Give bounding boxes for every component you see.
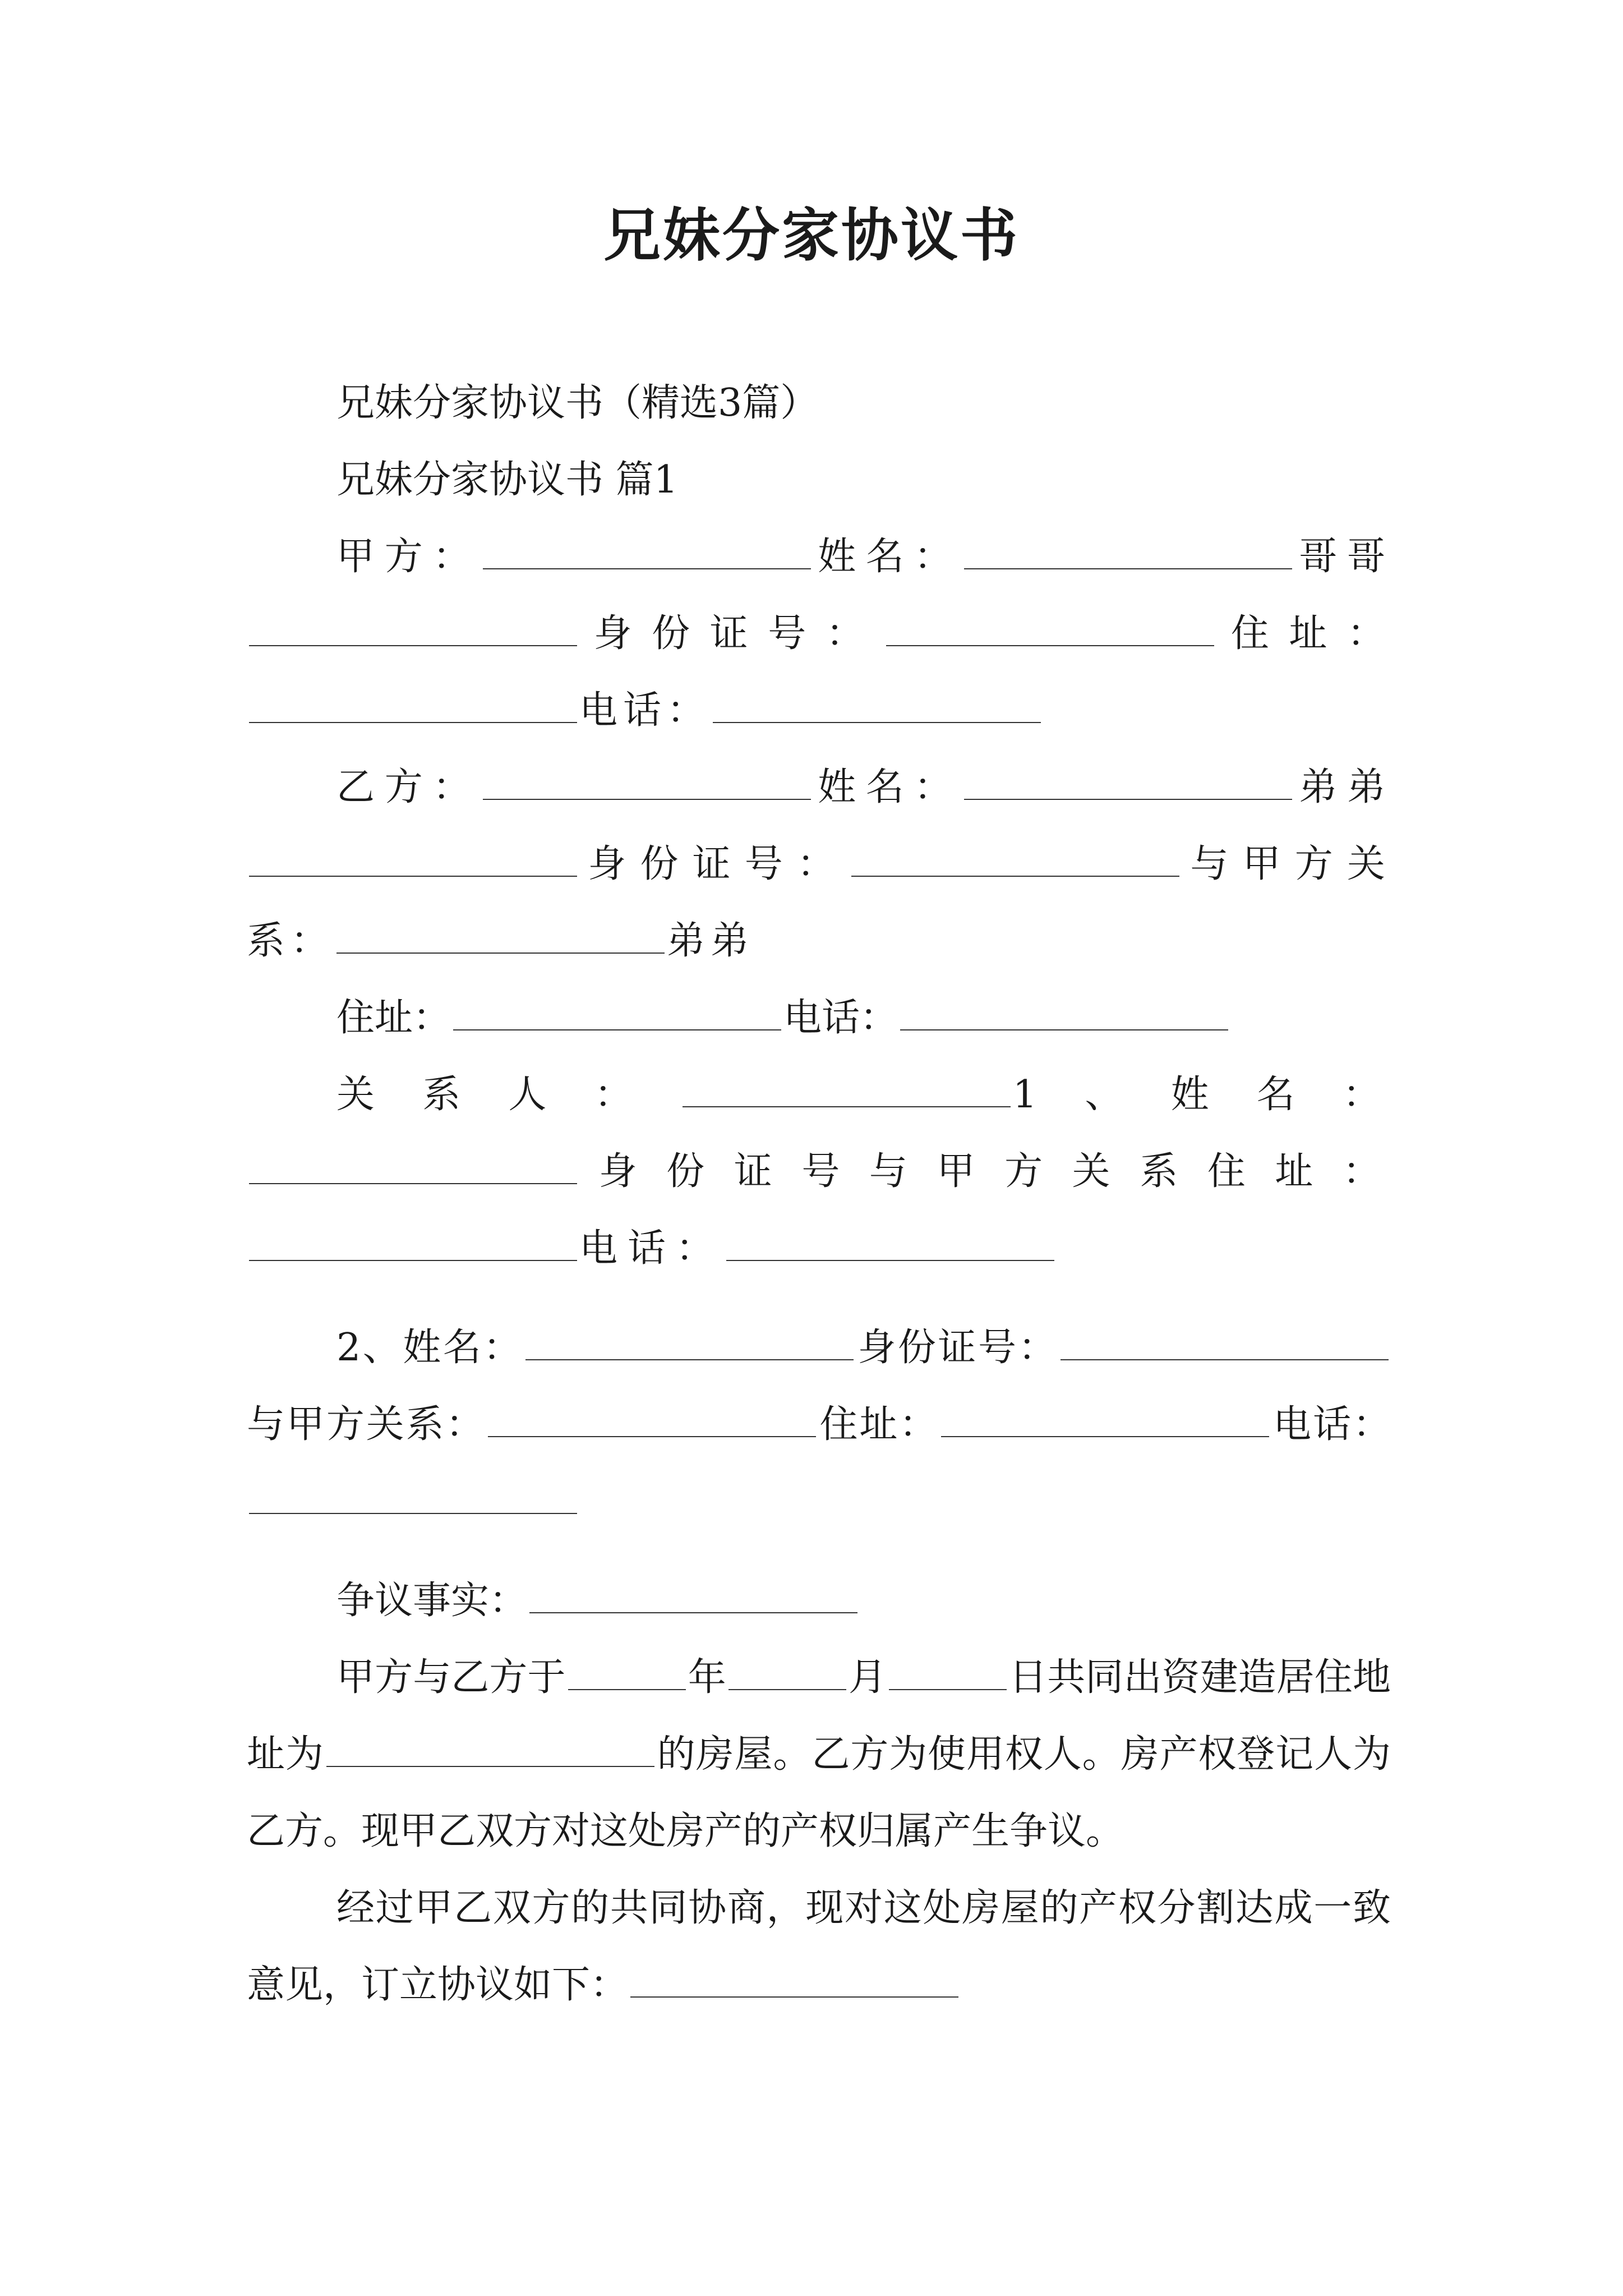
- related-p2-address-label: 住址：: [818, 1402, 939, 1447]
- related-p2-phone-blank: [249, 1512, 577, 1514]
- party-a-blank: [483, 568, 811, 569]
- party-a-block: [247, 518, 1391, 749]
- related-p2-relation-label: 与甲方关系：: [247, 1402, 486, 1447]
- party-b-phone-label: 电话：: [783, 996, 898, 1040]
- fact-part1: 甲方与乙方于: [336, 1655, 566, 1700]
- dispute-label: 争议事实：: [336, 1579, 528, 1623]
- agreement-text: 经过甲乙双方的共同协商，现对这处房屋的产权分割达成一致意见，订立协议如下：: [247, 1886, 1391, 2007]
- related-p1-address-blank: [249, 1259, 577, 1261]
- fact-day-blank: [889, 1688, 1007, 1690]
- related-p2-id-label: 身份证号：: [855, 1326, 1058, 1370]
- party-b-contact-line: [247, 979, 1391, 1056]
- fact-paragraph: [247, 1639, 1391, 1870]
- party-b-address-blank: [453, 1029, 781, 1030]
- related-p2-address-blank: [941, 1435, 1269, 1437]
- fact-year-blank: [568, 1688, 686, 1690]
- party-a-name-label: 姓名：: [813, 535, 962, 579]
- party-b-phone-blank: [900, 1029, 1228, 1030]
- fact-month: 月: [848, 1655, 887, 1700]
- party-b-label: 乙方：: [336, 765, 481, 809]
- document-body: [247, 365, 1391, 2023]
- related-p1-phone-label: 电话：: [579, 1226, 725, 1271]
- party-a-phone-blank: [713, 721, 1041, 723]
- related-person-2-block: [247, 1309, 1391, 1540]
- party-b-block: [247, 749, 1391, 979]
- party-b-id-blank: [851, 875, 1179, 877]
- agreement-paragraph: [247, 1870, 1391, 2023]
- fact-month-blank: [728, 1688, 846, 1690]
- related-p2-id-blank: [1061, 1359, 1389, 1360]
- related-p2-relation-blank: [488, 1435, 816, 1437]
- party-b-relation-value-2: 弟弟: [667, 919, 755, 963]
- party-a-address-blank: [249, 721, 577, 723]
- party-a-name-blank: [964, 568, 1292, 569]
- related-p1-name-blank: [249, 1182, 577, 1184]
- fact-year: 年: [688, 1655, 726, 1700]
- party-a-address-label: 住址：: [1216, 611, 1391, 656]
- spacer: [247, 1540, 1391, 1562]
- party-b-relation-label: 与甲方关系：: [247, 842, 1391, 963]
- related-p2-name-label: 2、姓名：: [336, 1326, 523, 1370]
- spacer: [247, 1287, 1391, 1309]
- related-person-1-block: [247, 1056, 1391, 1287]
- party-a-relation-blank: [249, 645, 577, 646]
- party-b-address-label: 住址：: [336, 996, 451, 1040]
- fact-address-blank: [326, 1765, 654, 1767]
- party-a-phone-label: 电话：: [579, 688, 711, 733]
- party-b-relation-blank: [249, 875, 577, 877]
- party-b-name-blank: [964, 798, 1292, 800]
- party-a-id-label: 身份证号：: [579, 611, 884, 656]
- party-b-name-label: 姓名：: [813, 765, 962, 809]
- party-a-label: 甲方：: [336, 535, 481, 579]
- related-p1-phone-blank: [726, 1259, 1054, 1261]
- fact-part2: 日共同出资建造居住地址为: [247, 1655, 1391, 1777]
- fact-part3: 的房屋。乙方为使用权人。房产权登记人为乙方。现甲乙双方对这处房产的产权归属产生争议。: [247, 1732, 1391, 1853]
- related-p1-rest-label: 身份证号与甲方关系住址：: [579, 1149, 1391, 1194]
- related-blank: [683, 1106, 1011, 1107]
- party-b-relation-label-blank: [336, 952, 665, 954]
- related-p2-phone-label: 电话：: [1271, 1402, 1391, 1447]
- dispute-blank: [529, 1612, 857, 1613]
- related-p1-name-label: 1、姓名：: [1012, 1073, 1391, 1117]
- related-p2-name-blank: [525, 1359, 854, 1360]
- party-b-id-label: 身份证号：: [579, 842, 850, 886]
- related-label: 关系人：: [336, 1073, 680, 1117]
- party-b-blank: [483, 798, 811, 800]
- party-b-relation-value: 弟弟: [1294, 765, 1391, 809]
- document-title: 兄妹分家协议书: [603, 202, 1020, 269]
- dispute-line: [247, 1562, 1391, 1639]
- party-a-relation-value: 哥哥: [1294, 535, 1391, 579]
- agreement-blank: [630, 1996, 958, 1998]
- section-heading: 兄妹分家协议书 篇1: [336, 458, 678, 502]
- party-a-id-blank: [886, 645, 1214, 646]
- subtitle: 兄妹分家协议书（精选3篇）: [336, 381, 819, 425]
